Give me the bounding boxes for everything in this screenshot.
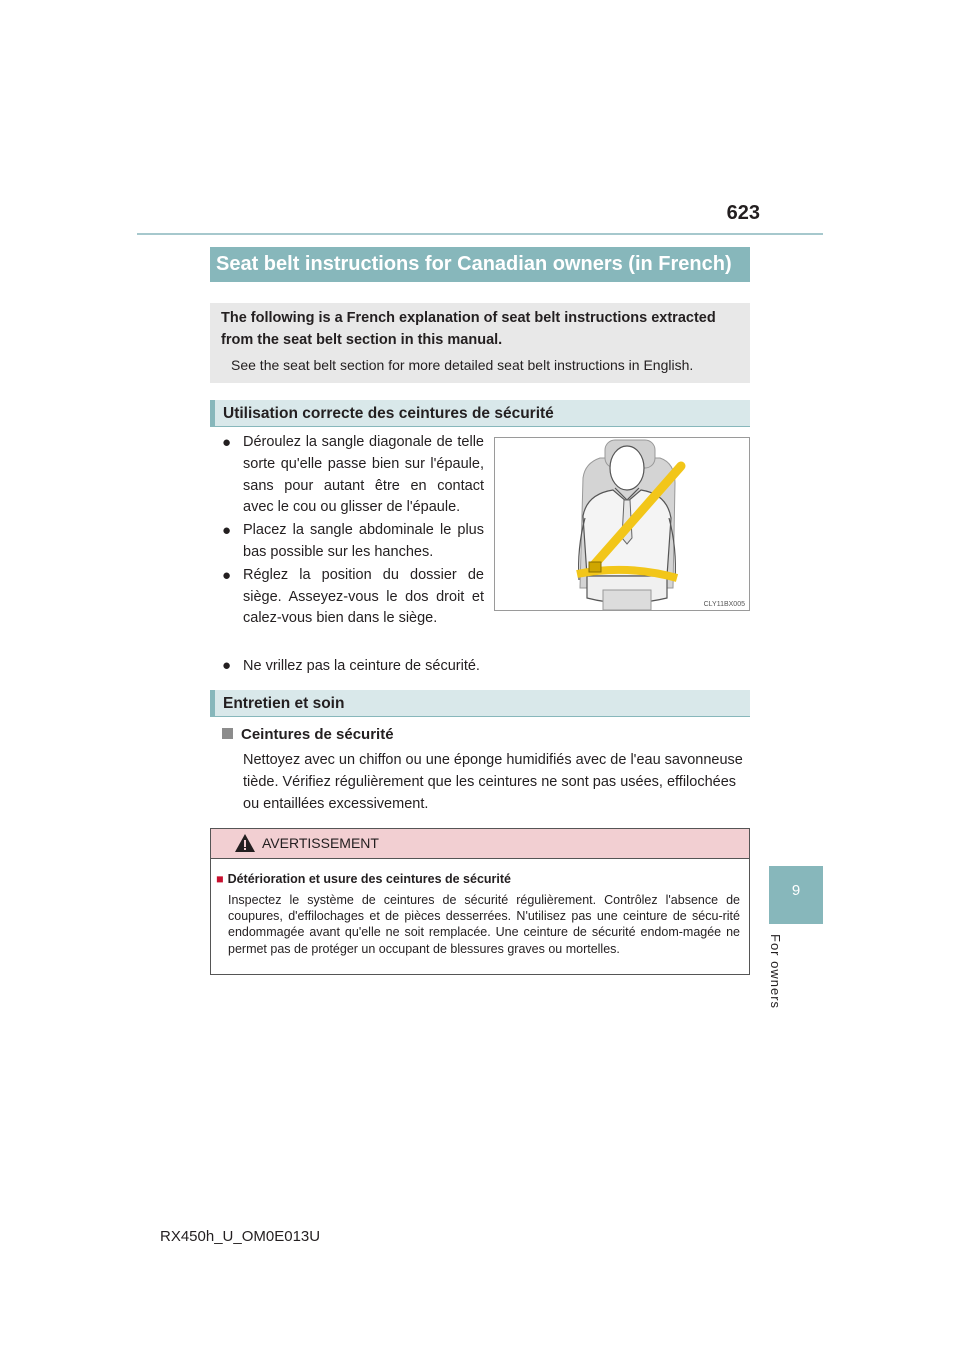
- bullet-icon: ●: [222, 522, 232, 540]
- intro-box: [210, 303, 750, 383]
- warning-subheading-text: Détérioration et usure des ceintures de sécurité: [227, 872, 511, 886]
- warning-header: [211, 829, 749, 859]
- warning-box: [210, 828, 750, 975]
- bullet-text: Ne vrillez pas la ceinture de sécurité.: [243, 658, 480, 674]
- bullet-icon: ●: [222, 434, 232, 451]
- square-bullet-icon: ■: [216, 872, 224, 886]
- intro-note: See the seat belt section for more detailed seat belt instructions in English.: [231, 357, 694, 373]
- bullet-text: Réglez la position du dossier de siège. Asseyez-vous le dos droit et calez-vous bien dans le siège.: [243, 566, 484, 627]
- chapter-label: [768, 934, 792, 1034]
- list-item: [222, 520, 484, 564]
- warning-triangle-icon: [234, 833, 256, 853]
- warning-subheading: [216, 872, 511, 886]
- illustration-code: CLY11BX005: [703, 601, 745, 608]
- list-item: [222, 432, 484, 519]
- warning-label: AVERTISSEMENT: [262, 835, 379, 851]
- page-title: Seat belt instructions for Canadian owners (in French): [210, 247, 750, 282]
- usage-bullet-list: [222, 432, 484, 631]
- bullet-text: Déroulez la sangle diagonale de telle sorte qu'elle passe bien sur l'épaule, sans pour autant être en contact avec le cou ou glisser de l'épaule.: [243, 434, 484, 516]
- subheading-seatbelts: [222, 725, 394, 745]
- warning-text: Inspectez le système de ceintures de sécurité régulièrement. Contrôlez l'absence de coupures, d'effilochages et de pièces desserrées. N'utilisez pas une ceinture de sécu-rité endommagée avant qu'elle ne soit remplacée. Une ceinture de sécurité endom-magée ne permet pas de protéger un occupant de blessures graves ou mortelles.: [228, 893, 740, 956]
- page-number: 623: [726, 202, 760, 224]
- chapter-label-text: For owners: [768, 934, 783, 1010]
- chapter-number: 9: [791, 882, 801, 899]
- section-heading-usage: Utilisation correcte des ceintures de sécurité: [210, 400, 750, 427]
- list-item: [222, 655, 480, 678]
- seatbelt-illustration: [494, 437, 750, 611]
- section-heading-maintenance: Entretien et soin: [210, 690, 750, 717]
- chapter-tab[interactable]: [769, 866, 823, 924]
- header-rule: [137, 233, 823, 235]
- bullet-icon: ●: [222, 657, 232, 674]
- bullet-icon: ●: [222, 566, 232, 584]
- maintenance-text: Nettoyez avec un chiffon ou une éponge humidifiés avec de l'eau savonneuse tiède. Vérifiez régulièrement que les ceintures ne sont pas usées, effilochées ou entaillées excessivement.: [243, 752, 743, 812]
- seated-person-illustration: [495, 438, 749, 610]
- square-bullet-icon: [222, 728, 233, 739]
- list-item: [222, 565, 484, 630]
- subheading-text: Ceintures de sécurité: [241, 726, 394, 743]
- bullet-text: Placez la sangle abdominale le plus bas possible sur les hanches.: [243, 522, 484, 560]
- footer-model-code: RX450h_U_OM0E013U: [160, 1228, 321, 1245]
- intro-text: The following is a French explanation of seat belt instructions extracted from the seat belt section in this manual.: [221, 310, 716, 348]
